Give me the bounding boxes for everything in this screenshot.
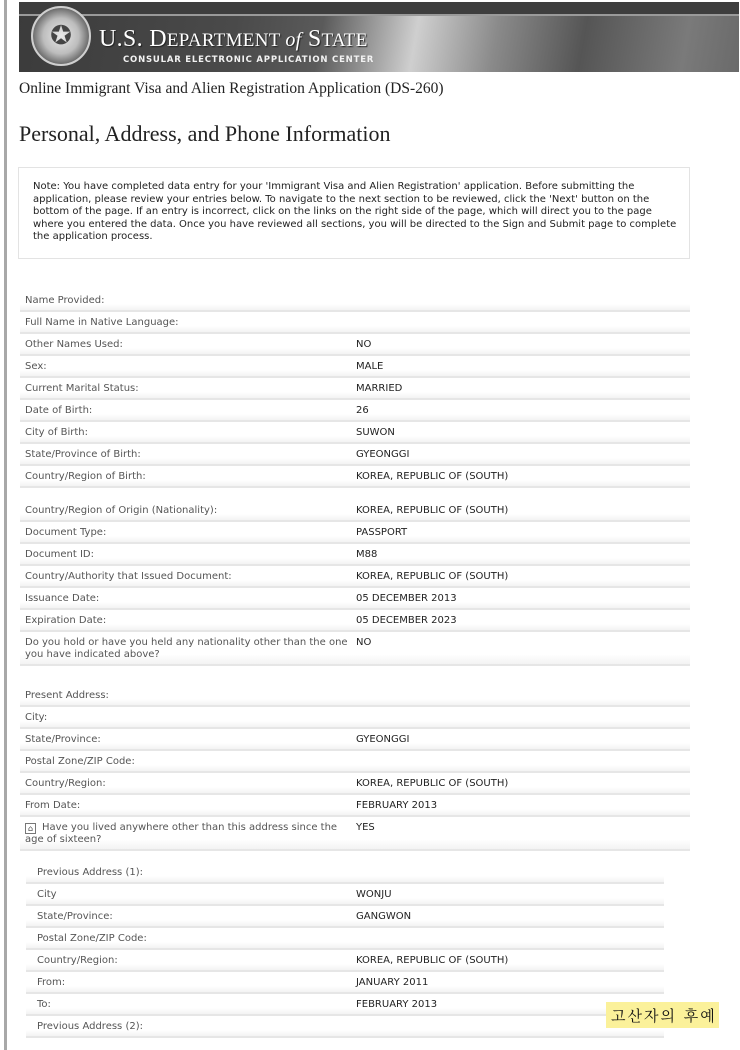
- page-left-border: [4, 0, 7, 1050]
- application-title: Online Immigrant Visa and Alien Registration Application (DS-260): [19, 80, 444, 97]
- eagle-icon: ✪: [50, 21, 72, 51]
- field-row: Country/Region: KOREA, REPUBLIC OF (SOUTH): [26, 950, 664, 972]
- watermark-sticker: 고산자의 후예: [606, 1002, 719, 1028]
- field-row: City:: [20, 707, 690, 729]
- field-row: Date of Birth: 26: [20, 400, 690, 422]
- field-row: Name Provided:: [20, 290, 690, 312]
- field-row: Country/Region of Origin (Nationality): KOREA, REPUBLIC OF (SOUTH): [20, 500, 690, 522]
- field-row: ⌂ Have you lived anywhere other than this address since the age of sixteen? YES: [20, 817, 690, 851]
- state-department-seal-icon: [31, 6, 91, 66]
- banner-top-stripe: [19, 2, 739, 16]
- field-row: Previous Address (2):: [26, 1016, 664, 1038]
- field-row: City WONJU: [26, 884, 664, 906]
- field-row: State/Province: GANGWON: [26, 906, 664, 928]
- field-row: Present Address:: [20, 685, 690, 707]
- previous-address-section: [26, 862, 664, 1038]
- field-row: Document ID: M88: [20, 544, 690, 566]
- field-row: Sex: MALE: [20, 356, 690, 378]
- field-row: Country/Region: KOREA, REPUBLIC OF (SOUTH): [20, 773, 690, 795]
- field-row: Expiration Date: 05 DECEMBER 2023: [20, 610, 690, 632]
- field-row: Do you hold or have you held any nationality other than the one you have indicated above? NO: [20, 632, 690, 666]
- field-row: To: FEBRUARY 2013: [26, 994, 664, 1016]
- review-note: Note: You have completed data entry for your 'Immigrant Visa and Alien Registration' application. Before submitting the application, please review your entries below. To navigate to the next section to be reviewed, click the 'Next' button on the bottom of the page. If an entry is incorrect, click on the links on the right side of the page, which will direct you to the page where you entered the data. Once you have reviewed all sections, you will be directed to the Sign and Submit page to complete the application process.: [18, 167, 690, 259]
- nationality-section: [20, 500, 690, 666]
- field-row: Postal Zone/ZIP Code:: [26, 928, 664, 950]
- field-row: Postal Zone/ZIP Code:: [20, 751, 690, 773]
- field-row: State/Province: GYEONGGI: [20, 729, 690, 751]
- dos-ceac-banner: [19, 2, 739, 72]
- field-row: Previous Address (1):: [26, 862, 664, 884]
- field-row: Issuance Date: 05 DECEMBER 2013: [20, 588, 690, 610]
- present-address-section: [20, 685, 690, 851]
- field-row: City of Birth: SUWON: [20, 422, 690, 444]
- field-row: From Date: FEBRUARY 2013: [20, 795, 690, 817]
- field-row: Other Names Used: NO: [20, 334, 690, 356]
- field-row: From: JANUARY 2011: [26, 972, 664, 994]
- field-row: State/Province of Birth: GYEONGGI: [20, 444, 690, 466]
- banner-subtitle: CONSULAR ELECTRONIC APPLICATION CENTER: [123, 55, 375, 65]
- page-title: Personal, Address, and Phone Information: [19, 121, 391, 146]
- banner-title: U.S. DEPARTMENT of STATE: [99, 26, 368, 52]
- field-row: Document Type: PASSPORT: [20, 522, 690, 544]
- field-row: Country/Authority that Issued Document: KOREA, REPUBLIC OF (SOUTH): [20, 566, 690, 588]
- field-row: Current Marital Status: MARRIED: [20, 378, 690, 400]
- field-row: Country/Region of Birth: KOREA, REPUBLIC OF (SOUTH): [20, 466, 690, 488]
- help-icon[interactable]: ⌂: [25, 823, 36, 834]
- personal-info-section: [20, 290, 690, 488]
- field-row: Full Name in Native Language:: [20, 312, 690, 334]
